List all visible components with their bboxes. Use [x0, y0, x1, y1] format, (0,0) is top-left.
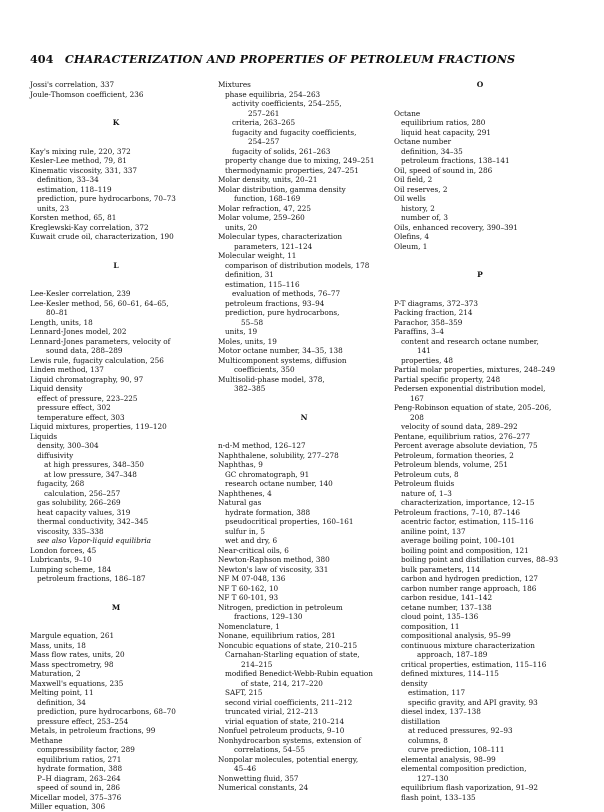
index-subentry: thermodynamic properties, 247–251	[225, 165, 359, 175]
index-entry: Oil reserves, 2	[394, 184, 448, 194]
index-column-3	[394, 80, 566, 802]
index-entry: Maxwell's equations, 235	[30, 678, 124, 688]
index-entry: Molecular types, characterization	[218, 232, 343, 241]
index-subentry: see also Vapor-liquid equilibria	[37, 536, 151, 545]
index-subentry: effect of pressure, 223–225	[37, 393, 138, 403]
index-entry: Lee-Kesler correlation, 239	[30, 289, 131, 298]
index-entry-continuation: sound data, 288–289	[46, 346, 123, 355]
index-entry: Packing fraction, 214	[394, 308, 473, 317]
index-entry-continuation: 55–58	[241, 317, 264, 327]
index-column-1	[30, 80, 202, 812]
index-entry-continuation: correlations, 54–55	[234, 745, 305, 754]
index-subentry: fugacity, 268	[37, 479, 85, 488]
index-entry: Oleum, 1	[394, 241, 428, 251]
index-subentry: content and research octane number,	[401, 336, 539, 346]
index-subentry: definition, 31	[225, 270, 274, 279]
section-letter: N	[300, 412, 308, 422]
index-entry-continuation: 45–46	[234, 764, 257, 773]
index-entry-continuation: 80–81	[46, 308, 69, 317]
index-subentry: boiling point and composition, 121	[401, 545, 529, 555]
index-subentry: aniline point, 137	[401, 526, 466, 536]
index-entry: Numerical constants, 24	[218, 783, 309, 792]
index-entry: Liquid density	[30, 384, 83, 393]
index-entry: Parachor, 358–359	[394, 317, 463, 327]
index-subentry: pressure effect, 253–254	[37, 716, 129, 726]
index-entry: Percent average absolute deviation, 75	[394, 441, 538, 450]
index-subentry: carbon number range approach, 186	[401, 583, 537, 593]
index-subentry: property change due to mixing, 249–251	[225, 156, 375, 165]
index-entry: Partial specific property, 248	[394, 374, 501, 384]
index-subentry: continuous mixture characterization	[401, 640, 535, 650]
index-entry-continuation: 382–385	[234, 384, 266, 393]
section-spacer	[394, 280, 566, 299]
index-subentry: carbon residue, 141–142	[401, 593, 493, 602]
index-subentry: liquid heat capacity, 291	[401, 127, 491, 137]
index-entry: Liquid mixtures, properties, 119–120	[30, 422, 167, 431]
index-subentry: density	[401, 678, 428, 688]
index-subentry: estimation, 118–119	[37, 184, 112, 194]
index-entry-continuation: 214–215	[241, 659, 273, 669]
index-subentry: history, 2	[401, 203, 435, 213]
index-entry-continuation: of state, 214, 217–220	[241, 678, 323, 688]
index-entry: Joule-Thomson coefficient, 236	[30, 89, 144, 99]
index-subentry: petroleum fractions, 93–94	[225, 298, 325, 308]
index-entry-continuation: fractions, 129–130	[234, 612, 303, 621]
index-subentry: equilibrium ratios, 271	[37, 754, 122, 764]
index-column-2	[218, 80, 390, 793]
index-subentry: evaluation of methods, 76–77	[232, 289, 341, 298]
index-subentry: distillation	[401, 716, 441, 726]
index-subentry: elemental composition prediction,	[401, 764, 527, 773]
index-entry: Nonane, equilibrium ratios, 281	[218, 631, 336, 640]
index-subentry: pressure effect, 302	[37, 403, 111, 412]
index-subentry: speed of sound in, 286	[37, 783, 121, 792]
index-subentry: elemental analysis, 98–99	[401, 754, 496, 764]
index-subentry: at reduced pressures, 92–93	[408, 726, 513, 735]
index-subentry: viscosity, 335–338	[37, 526, 104, 536]
index-subentry: properties, 48	[401, 355, 453, 365]
index-entry-continuation: coefficients, 350	[234, 365, 295, 374]
index-entry: Nonfuel petroleum products, 9–10	[218, 726, 345, 735]
index-subentry: at high pressures, 348–350	[44, 460, 145, 469]
index-entry: Lumping scheme, 184	[30, 564, 112, 574]
index-subentry: density, 300–304	[37, 441, 99, 450]
index-subentry: prediction, pure hydrocarbons,	[225, 308, 340, 317]
index-subentry: hydrate formation, 388	[37, 764, 123, 773]
section-spacer	[30, 612, 202, 631]
index-entry: Octane	[394, 108, 421, 118]
index-subentry: diffusivity	[37, 450, 74, 460]
index-entry: Maturation, 2	[30, 669, 81, 678]
index-subentry: heat capacity values, 319	[37, 507, 131, 517]
index-subentry: GC chromatograph, 91	[225, 469, 310, 479]
index-entry: NF T 60-101, 93	[218, 593, 279, 602]
index-entry: Multicomponent systems, diffusion	[218, 355, 347, 365]
section-spacer	[394, 251, 566, 270]
index-entry: Nonwetting fluid, 357	[218, 773, 299, 783]
index-entry: Molar refraction, 47, 225	[218, 203, 312, 213]
index-entry: Partial molar properties, mixtures, 248–249	[394, 365, 556, 374]
index-subentry: criteria, 263–265	[232, 118, 296, 127]
index-subentry: fugacity and fugacity coefficients,	[232, 127, 357, 137]
index-entry: Kinematic viscosity, 331, 337	[30, 165, 138, 175]
index-subentry: phase equilibria, 254–263	[225, 89, 321, 99]
index-subentry: activity coefficients, 254–255,	[232, 99, 342, 108]
index-subentry: carbon and hydrogen prediction, 127	[401, 574, 539, 583]
index-subentry: curve prediction, 108–111	[408, 745, 505, 754]
section-spacer	[30, 128, 202, 147]
section-letter: L	[113, 260, 119, 270]
index-entry-continuation: function, 168–169	[234, 194, 301, 203]
index-subentry: cetane number, 137–138	[401, 602, 492, 612]
index-subentry: fugacity of solids, 261–263	[232, 146, 331, 156]
index-subentry: temperature effect, 303	[37, 412, 125, 422]
index-entry: Newton's law of viscosity, 331	[218, 564, 329, 574]
index-entry: NF T 60-162, 10	[218, 583, 279, 593]
index-entry: Naphthas, 9	[218, 460, 263, 469]
index-entry: Petroleum, formation theories, 2	[394, 450, 514, 460]
index-subentry: Carnahan-Starling equation of state,	[225, 650, 360, 659]
index-entry: Metals, in petroleum fractions, 99	[30, 726, 156, 735]
index-entry: Oil, speed of sound in, 286	[394, 165, 493, 175]
index-entry: Melting point, 11	[30, 688, 94, 697]
index-subentry: boiling point and distillation curves, 88–93	[401, 555, 559, 564]
index-subentry: bulk parameters, 114	[401, 564, 481, 574]
index-subentry: compositional analysis, 95–99	[401, 631, 511, 640]
index-entry-continuation: 208	[410, 412, 424, 422]
index-entry: Oil field, 2	[394, 175, 433, 184]
index-entry: Kreglewski-Kay correlation, 372	[30, 222, 149, 232]
index-subentry: estimation, 117	[408, 688, 466, 697]
index-subentry: prediction, pure hydrocarbons, 70–73	[37, 194, 176, 203]
index-entry: Nitrogen, prediction in petroleum	[218, 602, 343, 612]
index-entry: Molar distribution, gamma density	[218, 184, 346, 194]
index-entry: Kesler-Lee method, 79, 81	[30, 156, 127, 165]
index-subentry: number of, 3	[401, 213, 448, 222]
index-entry-continuation: 127–130	[417, 773, 449, 783]
index-subentry: equilibrium ratios, 280	[401, 118, 486, 127]
index-subentry: wet and dry, 6	[225, 536, 278, 545]
index-entry: Molecular weight, 11	[218, 251, 297, 260]
section-spacer	[30, 584, 202, 603]
index-entry: Liquids	[30, 431, 58, 441]
page-number: 404	[30, 52, 54, 66]
index-entry: Naphthalene, solubility, 277–278	[218, 450, 339, 460]
index-entry: P-T diagrams, 372–373	[394, 298, 479, 308]
index-subentry: critical properties, estimation, 115–116	[401, 659, 547, 669]
index-entry-continuation: 141	[417, 346, 431, 355]
index-subentry: characterization, importance, 12–15	[401, 498, 535, 507]
index-subentry: calculation, 256–257	[44, 488, 121, 498]
index-subentry: virial equation of state, 210–214	[225, 716, 345, 726]
index-subentry: modified Benedict-Webb-Rubin equation	[225, 669, 373, 678]
index-subentry: average boiling point, 100–101	[401, 536, 516, 545]
index-entry: Liquid chromatography, 90, 97	[30, 374, 144, 384]
section-letter: O	[476, 80, 484, 89]
index-entry: Peng-Robinson equation of state, 205–206,	[394, 403, 552, 412]
index-entry: Margule equation, 261	[30, 631, 115, 640]
section-spacer	[394, 90, 566, 109]
section-spacer	[30, 270, 202, 289]
index-entry: Kuwait crude oil, characterization, 190	[30, 232, 174, 241]
index-subentry: petroleum fractions, 138–141	[401, 156, 510, 165]
index-entry-continuation: 254–257	[248, 137, 280, 146]
index-entry: Micellar model, 375–376	[30, 792, 122, 802]
index-subentry: flash point, 133–135	[401, 792, 476, 802]
index-subentry: acentric factor, estimation, 115–116	[401, 517, 534, 526]
index-entry: Natural gas	[218, 498, 262, 507]
index-entry: Naphthenes, 4	[218, 488, 272, 498]
section-letter: M	[111, 602, 121, 612]
index-entry: Oils, enhanced recovery, 390–391	[394, 222, 518, 232]
index-subentry: pseudocritical properties, 160–161	[225, 517, 354, 526]
section-letter: K	[112, 118, 120, 127]
index-subentry: cloud point, 135–136	[401, 612, 479, 621]
index-entry-continuation: 167	[410, 393, 424, 403]
index-entry: Molar volume, 259–260	[218, 213, 305, 222]
index-entry: Kay's mixing rule, 220, 372	[30, 146, 131, 156]
index-entry: Jossi's correlation, 337	[30, 80, 115, 89]
section-letter: P	[477, 270, 483, 279]
index-entry: NF M 07-048, 136	[218, 574, 286, 583]
index-subentry: columns, 8	[408, 735, 448, 745]
index-subentry: second virial coefficients, 211–212	[225, 697, 353, 707]
index-entry: Multisolid-phase model, 378,	[218, 374, 325, 384]
index-subentry: units, 19	[225, 327, 258, 336]
index-entry: Lennard-Jones model, 202	[30, 327, 127, 336]
index-entry: Octane number	[394, 137, 452, 146]
index-subentry: hydrate formation, 388	[225, 507, 311, 517]
index-entry: Petroleum cuts, 8	[394, 469, 459, 479]
index-entry-continuation: parameters, 121–124	[234, 241, 313, 251]
index-entry: Mass spectrometry, 98	[30, 659, 114, 669]
index-entry: Moles, units, 19	[218, 336, 277, 346]
index-subentry: defined mixtures, 114–115	[401, 669, 499, 678]
index-entry: Motor octane number, 34–35, 138	[218, 346, 343, 355]
index-entry: Nomenclature, 1	[218, 621, 280, 631]
index-entry: Molar density, units, 20–21	[218, 175, 318, 184]
index-entry: Mass, units, 18	[30, 640, 86, 650]
running-header	[30, 52, 578, 66]
index-subentry: definition, 33–34	[37, 175, 99, 184]
index-subentry: thermal conductivity, 342–345	[37, 517, 149, 526]
index-subentry: definition, 34	[37, 697, 86, 707]
index-subentry: equilibrium flash vaporization, 91–92	[401, 783, 538, 792]
index-entry: Pentane, equilibrium ratios, 276–277	[394, 431, 531, 441]
index-entry: Mixtures	[218, 80, 251, 89]
index-entry: Paraffins, 3–4	[394, 327, 444, 336]
index-subentry: definition, 34–35	[401, 146, 463, 156]
index-entry: Lee-Kesler method, 56, 60–61, 64–65,	[30, 298, 169, 308]
index-subentry: units, 20	[225, 222, 258, 232]
index-entry: Length, units, 18	[30, 317, 93, 327]
index-subentry: velocity of sound data, 289–292	[401, 422, 518, 431]
index-entry: n-d-M method, 126–127	[218, 441, 306, 450]
section-spacer	[30, 99, 202, 118]
index-entry: London forces, 45	[30, 545, 97, 555]
index-entry: Lubricants, 9–10	[30, 555, 92, 564]
index-subentry: comparison of distribution models, 178	[225, 260, 370, 270]
index-subentry: composition, 11	[401, 621, 460, 631]
index-entry-continuation: approach, 187–189	[417, 650, 488, 659]
index-entry: Lewis rule, fugacity calculation, 256	[30, 355, 164, 365]
section-spacer	[218, 394, 390, 413]
index-entry: Mass flow rates, units, 20	[30, 650, 125, 659]
index-subentry: SAFT, 215	[225, 688, 263, 697]
index-entry: Korsten method, 65, 81	[30, 213, 117, 222]
index-entry: Petroleum fractions, 7–10, 87–146	[394, 507, 520, 517]
index-subentry: compressibility factor, 289	[37, 745, 135, 754]
index-subentry: specific gravity, and API gravity, 93	[408, 697, 538, 707]
index-entry: Near-critical oils, 6	[218, 545, 289, 555]
index-entry: Olefins, 4	[394, 232, 430, 241]
index-subentry: petroleum fractions, 186–187	[37, 574, 146, 583]
index-subentry: at low pressure, 347–348	[44, 469, 137, 479]
index-entry: Noncubic equations of state, 210–215	[218, 640, 358, 650]
index-subentry: gas solubility, 266–269	[37, 498, 121, 507]
index-entry: Newton-Raphson method, 380	[218, 555, 330, 564]
index-entry: Linden method, 137	[30, 365, 104, 374]
index-entry: Petroleum fluids	[394, 479, 455, 488]
index-entry-continuation: 257–261	[248, 108, 280, 118]
index-subentry: estimation, 115–116	[225, 279, 300, 289]
index-subentry: research octane number, 140	[225, 479, 333, 488]
index-entry: Nonpolar molecules, potential energy,	[218, 754, 359, 764]
index-subentry: prediction, pure hydrocarbons, 68–70	[37, 707, 176, 716]
index-subentry: diesel index, 137–138	[401, 707, 481, 716]
running-title: CHARACTERIZATION AND PROPERTIES OF PETROLEUM FRACTIONS	[64, 52, 516, 66]
index-entry: Lennard-Jones parameters, velocity of	[30, 336, 171, 346]
index-entry: Nonhydrocarbon systems, extension of	[218, 735, 362, 745]
index-entry: Miller equation, 306	[30, 802, 106, 811]
index-subentry: units, 23	[37, 203, 70, 213]
section-spacer	[218, 422, 390, 441]
index-entry: Methane	[30, 735, 63, 745]
index-subentry: nature of, 1–3	[401, 488, 452, 498]
index-subentry: P–H diagram, 263–264	[37, 773, 121, 783]
index-entry: Oil wells	[394, 194, 426, 203]
index-subentry: truncated virial, 212–213	[225, 707, 319, 716]
index-entry: Pedersen exponential distribution model,	[394, 384, 546, 393]
index-subentry: sulfur in, 5	[225, 526, 266, 536]
section-spacer	[30, 242, 202, 261]
index-entry: Petroleum blends, volume, 251	[394, 460, 508, 469]
